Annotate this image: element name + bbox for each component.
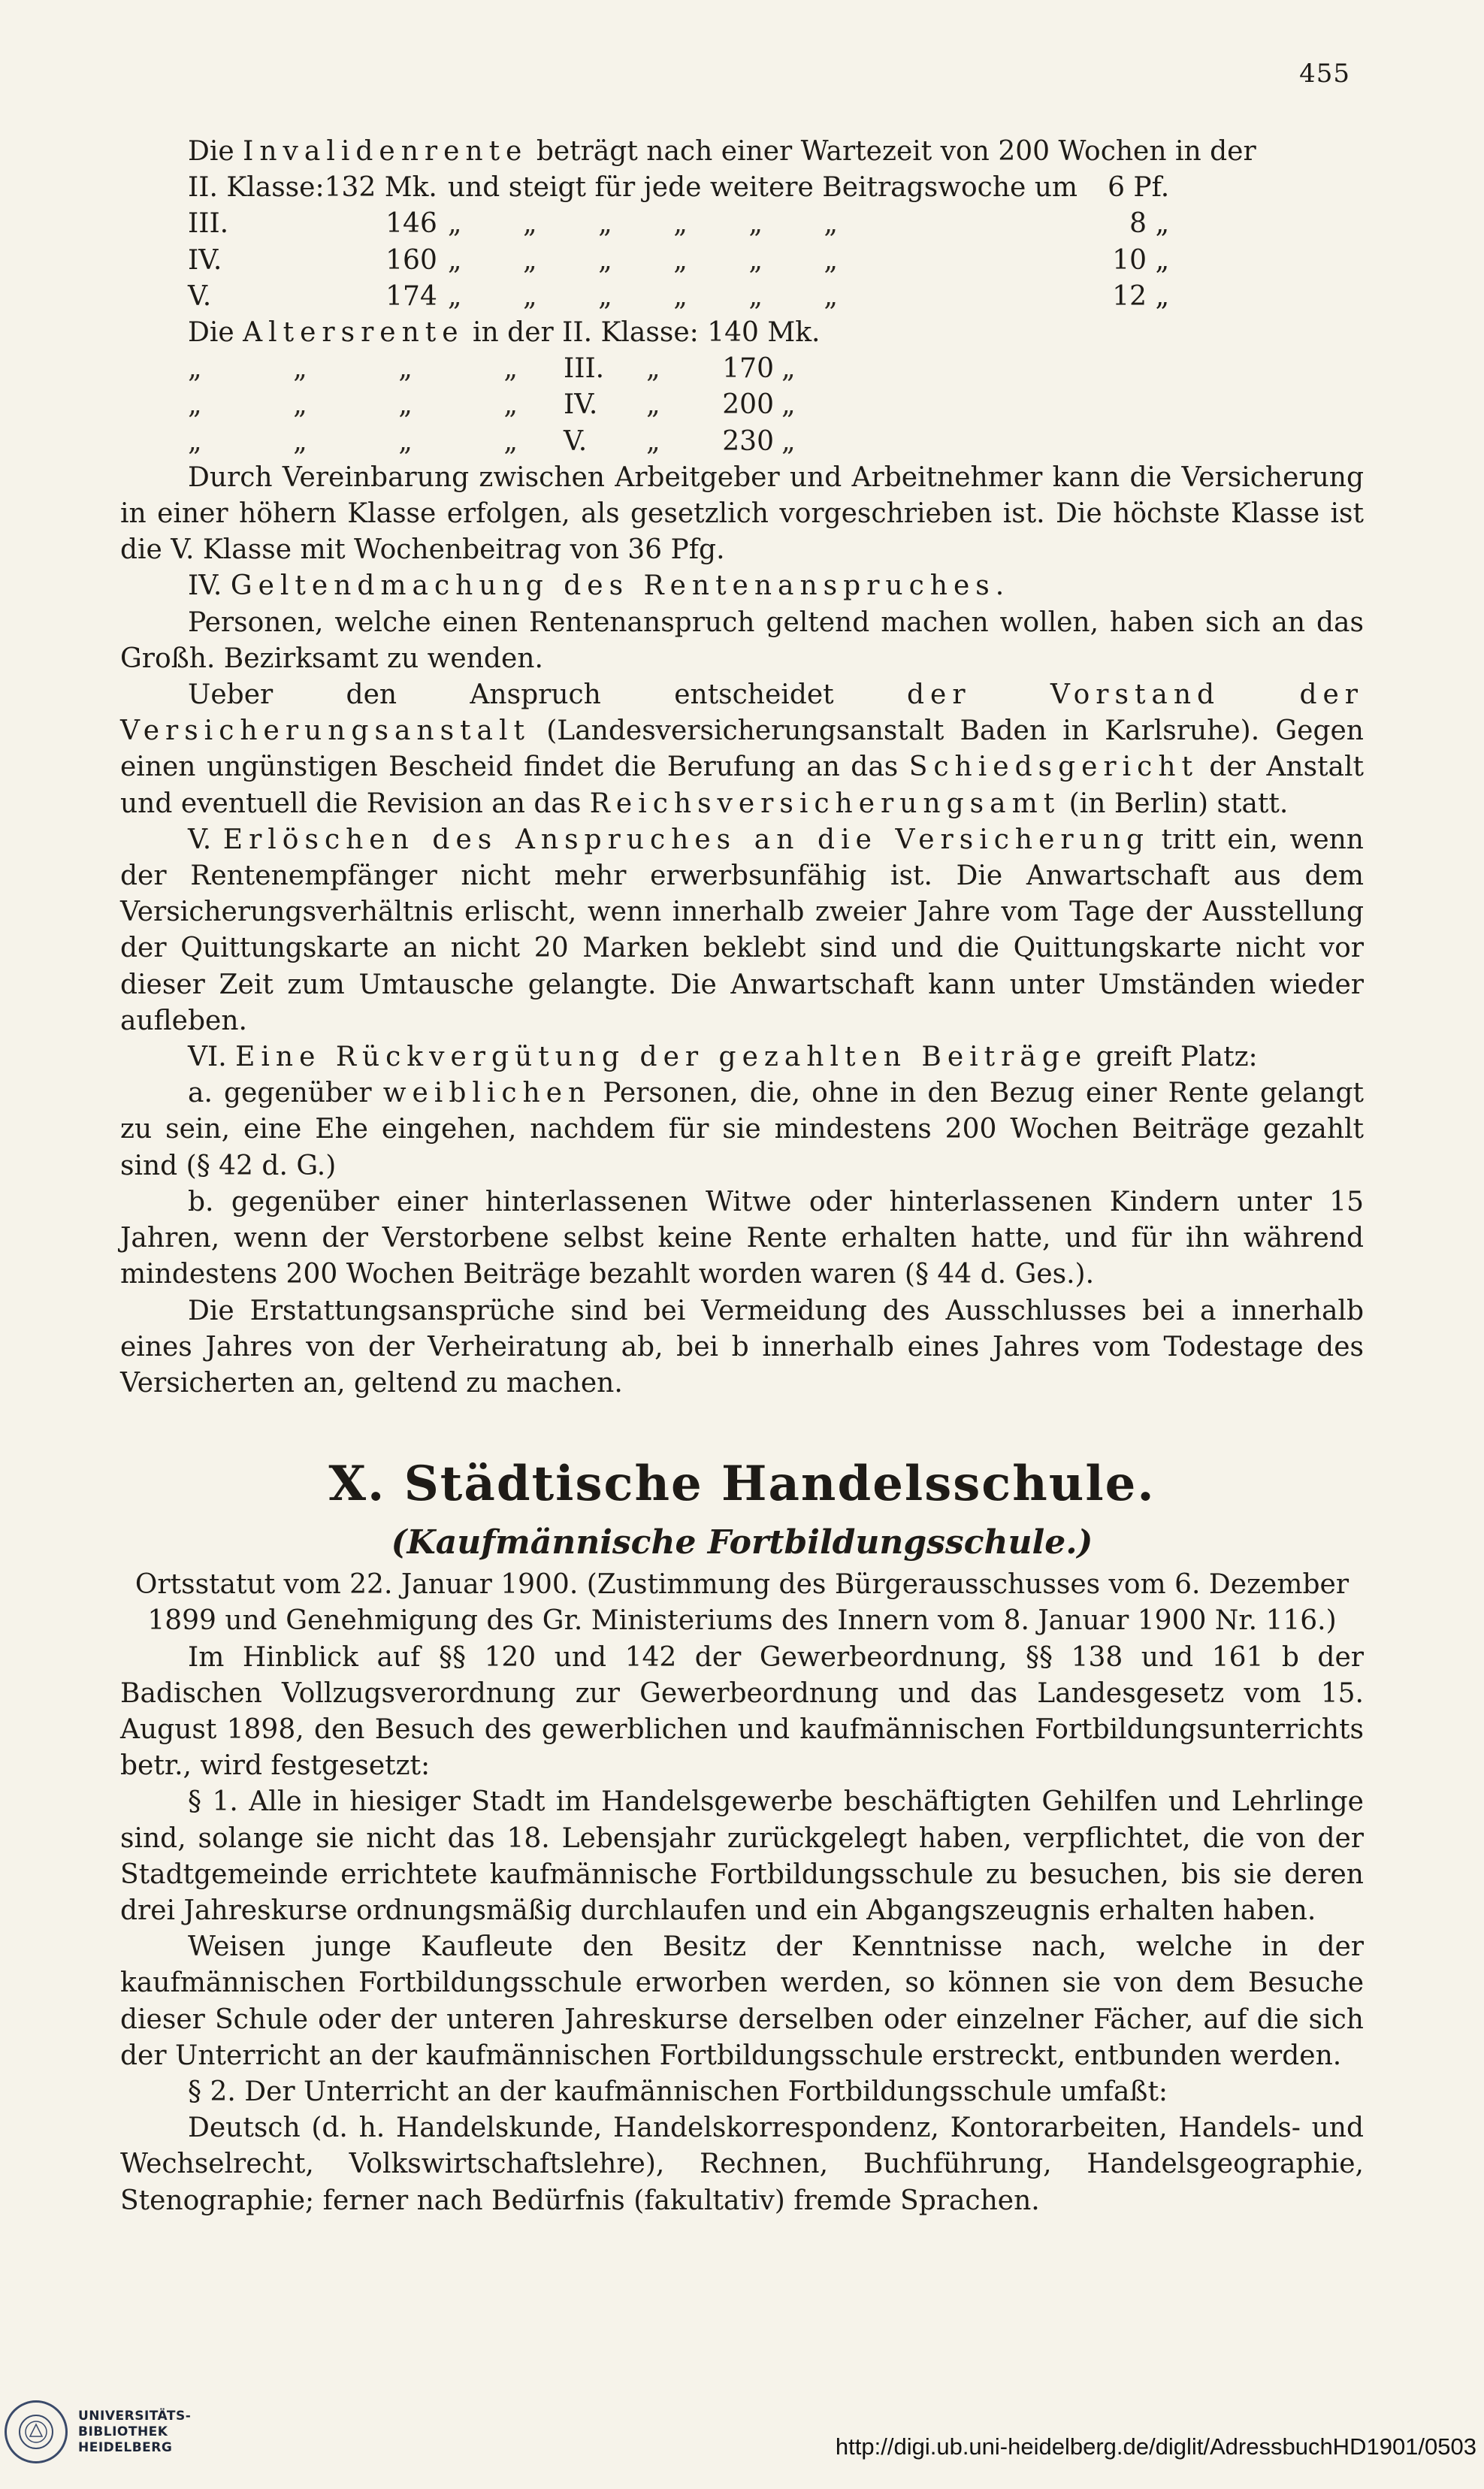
university-seal-icon [5,2400,68,2463]
paragraph-v-erloeschen: V. Erlöschen des Anspruches an die Versicherung tritt ein, wenn der Rentenempfänger nicht mehr erwerbsunfähig ist. Die Anwartschaft aus dem Versicherungsverhältnis erlischt, wenn innerhalb zweier Jahre vom Tage der Ausstellung der Quittungskarte an nicht 20 Marken beklebt sind und die Quittungskarte nicht vor dieser Zeit zum Umtausche gelangte. Die Anwartschaft kann unter Umständen wieder aufleben. [120,824,1364,1036]
paragraph-b: b. gegenüber einer hinterlassenen Witwe oder hinterlassenen Kindern unter 15 Jahren, wenn der Verstorbene selbst keine Rente erhalten hatte, und für ihn während mindestens 200 Wochen Beiträge bezahlt worden waren (§ 44 d. Ges.). [120,1186,1364,1290]
paragraph-personen: Personen, welche einen Rentenanspruch geltend machen wollen, haben sich an das Großh. Bezirksamt zu wenden. [120,606,1364,674]
paragraph-weisen: Weisen junge Kaufleute den Besitz der Kenntnisse nach, welche in der kaufmännischen Fortbildungsschule erworben werden, so können sie von dem Besuche dieser Schule oder der unteren Jahreskurse derselben oder einzelner Fächer, auf die sich der Unterricht an der kaufmännischen Fortbildungsschule erstreckt, entbunden werden. [120,1931,1364,2071]
library-logo [5,2400,191,2463]
altersrente-spaced: Altersrente [243,317,464,349]
page-number: 455 [1299,59,1350,89]
library-name: UNIVERSITÄTS- BIBLIOTHEK HEIDELBERG [78,2408,192,2455]
paragraph-vereinbarung: Durch Vereinbarung zwischen Arbeitgeber und Arbeitnehmer kann die Versicherung in einer höhern Klasse erfolgen, als gesetzlich vorgeschrieben ist. Die höchste Klasse ist die V. Klasse mit Wochenbeitrag von 36 Pfg. [120,461,1364,566]
paragraph-hinblick: Im Hinblick auf §§ 120 und 142 der Gewerbeordnung, §§ 138 und 161 b der Badischen Vollzugsverordnung zur Gewerbeordnung und das Landesgesetz vom 15. August 1898, den Besuch des gewerblichen und kaufmännischen Fortbildungsunterrichts betr., wird festgesetzt: [120,1641,1364,1782]
heading-iv: IV. Geltendmachung des Rentenanspruches. [188,570,1011,602]
invalidenrente-intro: Die Invalidenrente beträgt nach einer Wartezeit von 200 Wochen in der [188,136,1256,167]
table-row: „ „ „ „ IV. „ 200 „ [188,389,796,421]
source-url[interactable]: http://digi.ub.uni-heidelberg.de/diglit/AdressbuchHD1901/0503 [835,2433,1476,2460]
table-row: III. 146 „ „ „ „ „ „ 8 „ [188,208,1170,240]
table-row: „ „ „ „ V. „ 230 „ [188,425,796,457]
ortsstatut: Ortsstatut vom 22. Januar 1900. (Zustimmung des Bürgerausschusses vom 6. Dezember 1899 und Genehmigung des Gr. Ministeriums des Innern vom 8. Januar 1900 Nr. 116.) [134,1569,1350,1637]
table-row: V. 174 „ „ „ „ „ „ 12 „ [188,280,1170,312]
table-row: IV. 160 „ „ „ „ „ „ 10 „ [188,244,1170,276]
heading-vi: VI. Eine Rückvergütung der gezahlten Beiträge greift Platz: [188,1042,1258,1073]
paragraph-ueber-anspruch: Ueber den Anspruch entscheidet der Vorstand der Versicherungsanstalt (Landesversicherungsanstalt Baden in Karlsruhe). Gegen einen ungünstigen Bescheid findet die Berufung an das Schiedsgericht der Anstalt und eventuell die Revision an das Reichsversicherungsamt (in Berlin) statt. [120,679,1365,819]
paragraph-a: a. gegenüber weiblichen Personen, die, ohne in den Bezug einer Rente gelangt zu sein, eine Ehe eingehen, nachdem für sie mindestens 200 Wochen Beiträge gezahlt sind (§ 42 d. G.) [120,1078,1365,1181]
invalidenrente-spaced: Invalidenrente [243,136,528,167]
section-title: X. Städtische Handelsschule. [328,1456,1156,1513]
document-body [120,134,1364,2219]
altersrente-intro: Die Altersrente in der II. Klasse: 140 Mk. [188,317,821,349]
paragraph-erstattung: Die Erstattungsansprüche sind bei Vermeidung des Ausschlusses bei a innerhalb eines Jahres von der Verheiratung ab, bei b innerhalb eines Jahres vom Todestage des Versicherten an, geltend zu machen. [120,1295,1364,1399]
paragraph-s2: § 2. Der Unterricht an der kaufmännischen Fortbildungsschule umfaßt: [188,2076,1168,2107]
table-row: „ „ „ „ III. „ 170 „ [188,353,796,385]
table-row: II. Klasse: 132 Mk. und steigt für jede weitere Beitragswoche um 6 Pf. [188,172,1170,204]
invalidenrente-table [188,170,1169,315]
altersrente-table [188,351,796,460]
paragraph-deutsch: Deutsch (d. h. Handelskunde, Handelskorrespondenz, Kontorarbeiten, Handels- und Wechselrecht, Volkswirtschaftslehre), Rechnen, Buchführung, Handelsgeographie, Stenographie; ferner nach Bedürfnis (fakultativ) fremde Sprachen. [120,2112,1364,2216]
section-subtitle: (Kaufmännische Fortbildungsschule.) [391,1523,1093,1562]
paragraph-s1: § 1. Alle in hiesiger Stadt im Handelsgewerbe beschäftigten Gehilfen und Lehrlinge sind, solange sie nicht das 18. Lebensjahr zurückgelegt haben, verpflichtet, die von der Stadtgemeinde errichtete kaufmännische Fortbildungsschule zu besuchen, bis sie deren drei Jahreskurse ordnungsmäßig durchlaufen und ein Abgangszeugnis erhalten haben. [120,1786,1364,1926]
